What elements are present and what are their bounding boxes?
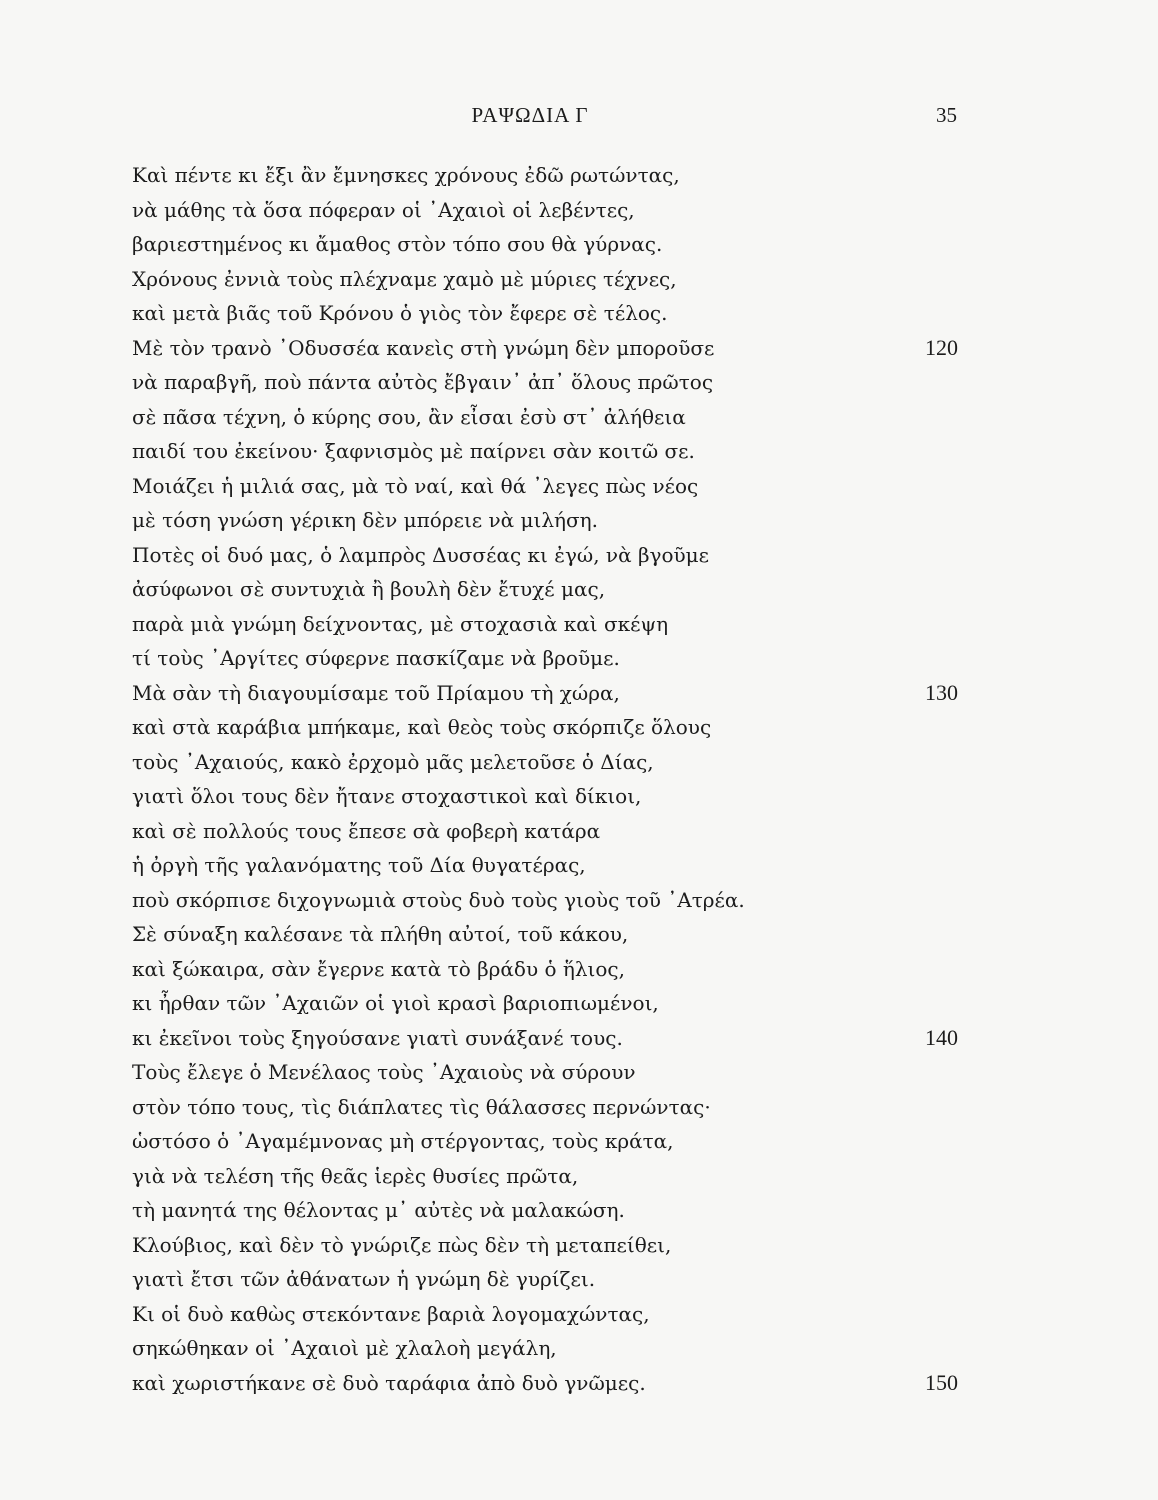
verse-line <box>132 296 958 331</box>
verse-text: καὶ στὰ καράβια μπήκαμε, καὶ θεὸς τοὺς σκόρπιζε ὅλους <box>132 715 712 739</box>
verse-text: ἡ ὀργὴ τῆς γαλανόματης τοῦ Δία θυγατέρας, <box>132 853 586 877</box>
verse-line <box>132 1228 958 1263</box>
verse-text: στὸν τόπο τους, τὶς διάπλατες τὶς θάλασσες περνώντας· <box>132 1094 711 1119</box>
verse-line <box>132 331 958 366</box>
verse-text: νὰ παραβγῆ, ποὺ πάντα αὐτὸς ἔβγαιν᾿ ἀπ᾿ ὅλους πρῶτος <box>132 370 714 394</box>
verse-line <box>132 676 958 711</box>
verse-line <box>132 1262 958 1297</box>
verse-text: ὡστόσο ὁ ᾿Αγαμέμνονας μὴ στέργοντας, τοὺς κράτα, <box>132 1129 674 1153</box>
verse-text: παιδί του ἐκείνου· ξαφνισμὸς μὲ παίρνει σὰν κοιτῶ σε. <box>132 439 695 463</box>
verse-line <box>132 883 958 918</box>
running-title: ΡΑΨΩΔΙΑ Γ <box>471 103 589 127</box>
verse-line <box>132 572 958 607</box>
verse-line <box>132 607 958 642</box>
verse-line <box>132 434 958 469</box>
verse-line <box>132 814 958 849</box>
verse-line <box>132 1366 958 1401</box>
verse-text: τί τοὺς ᾿Αργίτες σύφερνε πασκίζαμε νὰ βροῦμε. <box>132 646 620 670</box>
page-number: 35 <box>936 103 957 127</box>
verse-text: Σὲ σύναξη καλέσανε τὰ πλήθη αὐτοί, τοῦ κάκου, <box>132 922 629 946</box>
verse-line <box>132 1090 958 1125</box>
verse-line <box>132 1124 958 1159</box>
verse-line <box>132 917 958 952</box>
verse-text: ἀσύφωνοι σὲ συντυχιὰ ἢ βουλὴ δὲν ἔτυχέ μας, <box>132 577 606 601</box>
verse-text: βαριεστημένος κι ἄμαθος στὸν τόπο σου θὰ γύρνας. <box>132 232 663 256</box>
verse-text: παρὰ μιὰ γνώμη δείχνοντας, μὲ στοχασιὰ καὶ σκέψη <box>132 611 669 636</box>
verse-line <box>132 1193 958 1228</box>
verse-text: Καὶ πέντε κι ἔξι ἂν ἔμνησκες χρόνους ἐδῶ ρωτώντας, <box>132 163 680 187</box>
line-number: 150 <box>925 1369 958 1395</box>
verse-text: τοὺς ᾿Αχαιούς, κακὸ ἐρχομὸ μᾶς μελετοῦσε ὁ Δίας, <box>132 749 654 774</box>
line-number: 120 <box>925 334 958 360</box>
verse-text: γιατὶ ἔτσι τῶν ἀθάνατων ἡ γνώμη δὲ γυρίζει. <box>132 1267 596 1291</box>
verse-line <box>132 848 958 883</box>
verse-line <box>132 503 958 538</box>
verse-text: καὶ χωριστήκανε σὲ δυὸ ταράφια ἀπὸ δυὸ γνῶμες. <box>132 1370 646 1395</box>
verse-text: σηκώθηκαν οἱ ᾿Αχαιοὶ μὲ χλαλοὴ μεγάλη, <box>132 1336 557 1360</box>
verse-line <box>132 1297 958 1332</box>
verse-text: Ποτὲς οἱ δυό μας, ὁ λαμπρὸς Δυσσέας κι ἐγώ, νὰ βγοῦμε <box>132 542 710 567</box>
verse-text: τὴ μανητά της θέλοντας μ᾿ αὐτὲς νὰ μαλακώση. <box>132 1198 625 1222</box>
verse-line <box>132 400 958 435</box>
verse-text: νὰ μάθης τὰ ὅσα πόφεραν οἱ ᾿Αχαιοὶ οἱ λεβέντες, <box>132 197 635 222</box>
verse-line <box>132 193 958 228</box>
verse-line <box>132 1331 958 1366</box>
verse-text: Κι οἱ δυὸ καθὼς στεκόντανε βαριὰ λογομαχώντας, <box>132 1301 650 1326</box>
verse-line <box>132 365 958 400</box>
verse-line <box>132 641 958 676</box>
verse-line <box>132 538 958 573</box>
verse-line <box>132 710 958 745</box>
verse-line <box>132 1159 958 1194</box>
verse-text: Μὲ τὸν τρανὸ ᾿Οδυσσέα κανεὶς στὴ γνώμη δὲν μποροῦσε <box>132 335 715 360</box>
verse-text: μὲ τόση γνώση γέρικη δὲν μπόρειε νὰ μιλήση. <box>132 508 599 532</box>
verse-text: καὶ μετὰ βιᾶς τοῦ Κρόνου ὁ γιὸς τὸν ἔφερε σὲ τέλος. <box>132 301 668 325</box>
verse-text: Μοιάζει ἡ μιλιά σας, μὰ τὸ ναί, καὶ θά ᾿λεγες πὼς νέος <box>132 473 699 498</box>
verse-line <box>132 227 958 262</box>
verse-text: κι ἦρθαν τῶν ᾿Αχαιῶν οἱ γιοὶ κρασὶ βαριοπιωμένοι, <box>132 991 659 1015</box>
verse-text: Χρόνους ἐννιὰ τοὺς πλέχναμε χαμὸ μὲ μύριες τέχνες, <box>132 266 677 291</box>
verse-text: Κλούβιος, καὶ δὲν τὸ γνώριζε πὼς δὲν τὴ μεταπείθει, <box>132 1232 672 1257</box>
line-number: 130 <box>925 679 958 705</box>
verse-text: ποὺ σκόρπισε διχογνωμιὰ στοὺς δυὸ τοὺς γιοὺς τοῦ ᾿Ατρέα. <box>132 887 745 912</box>
verse-line <box>132 262 958 297</box>
verse-line <box>132 469 958 504</box>
verse-line <box>132 1021 958 1056</box>
verse-line <box>132 986 958 1021</box>
verse-text: σὲ πᾶσα τέχνη, ὁ κύρης σου, ἂν εἶσαι ἐσὺ στ᾿ ἀλήθεια <box>132 404 686 429</box>
verse-list <box>132 158 958 1400</box>
verse-line <box>132 952 958 987</box>
verse-text: καὶ σὲ πολλούς τους ἔπεσε σὰ φοβερὴ κατάρα <box>132 818 601 843</box>
verse-text: καὶ ξώκαιρα, σὰν ἔγερνε κατὰ τὸ βράδυ ὁ ἥλιος, <box>132 956 625 981</box>
verse-text: Τοὺς ἔλεγε ὁ Μενέλαος τοὺς ᾿Αχαιοὺς νὰ σύρουν <box>132 1060 636 1084</box>
verse-text: γιὰ νὰ τελέση τῆς θεᾶς ἱερὲς θυσίες πρῶτα, <box>132 1163 579 1188</box>
verse-line <box>132 745 958 780</box>
line-number: 140 <box>925 1024 958 1050</box>
verse-line <box>132 158 958 193</box>
verse-line <box>132 1055 958 1090</box>
verse-text: γιατὶ ὅλοι τους δὲν ἤτανε στοχαστικοὶ καὶ δίκιοι, <box>132 784 642 808</box>
verse-text: Μὰ σὰν τὴ διαγουμίσαμε τοῦ Πρίαμου τὴ χώρα, <box>132 680 620 705</box>
verse-line <box>132 779 958 814</box>
verse-text: κι ἐκεῖνοι τοὺς ξηγούσανε γιατὶ συνάξανέ τους. <box>132 1025 623 1050</box>
